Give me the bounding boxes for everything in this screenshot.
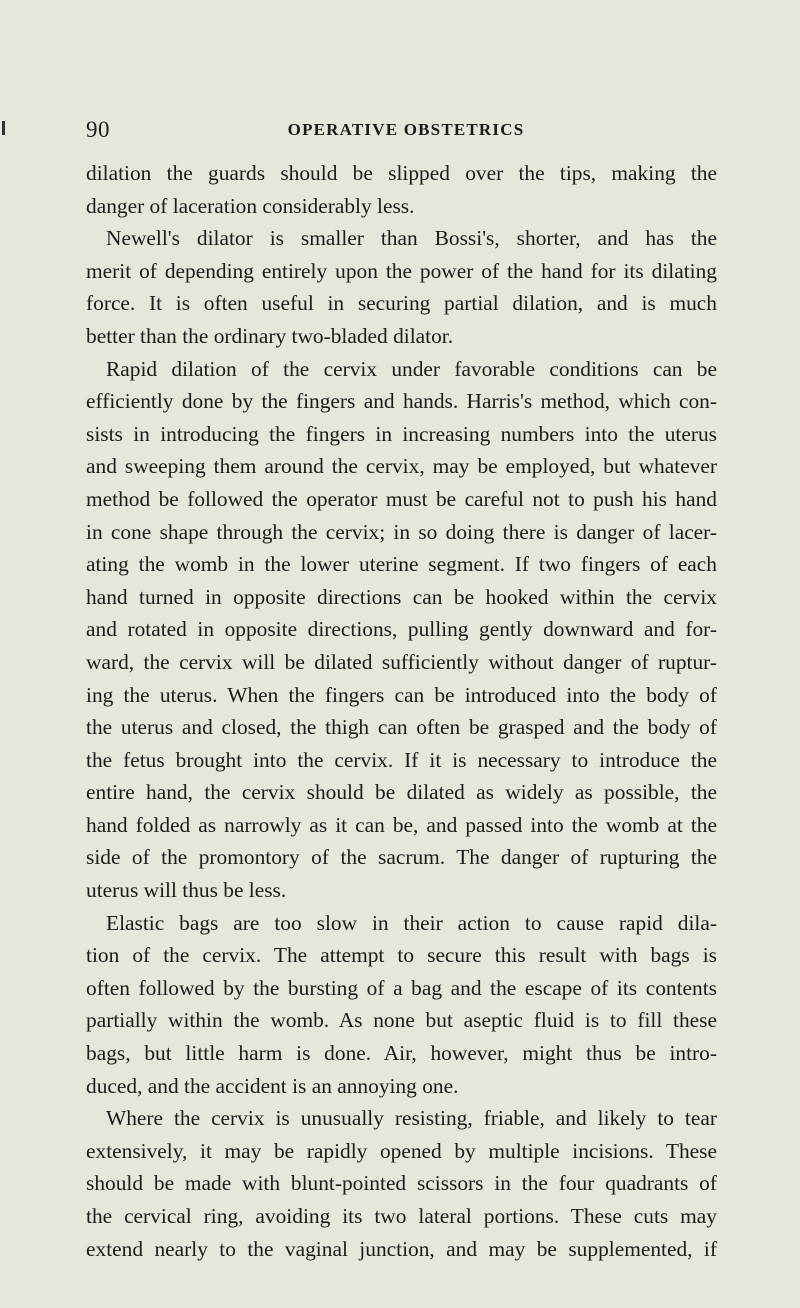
text-line: tion of the cervix. The attempt to secure this result with bags is bbox=[86, 943, 717, 968]
text-line: the uterus and closed, the thigh can often be grasped and the body of bbox=[86, 715, 717, 740]
text-line: extend nearly to the vaginal junction, and may be supplemented, if bbox=[86, 1236, 717, 1261]
text-line: in cone shape through the cervix; in so doing there is danger of lacer- bbox=[86, 519, 717, 544]
text-line: Rapid dilation of the cervix under favorable conditions can be bbox=[106, 356, 717, 381]
text-line: uterus will thus be less. bbox=[86, 878, 287, 903]
text-line: partially within the womb. As none but aseptic fluid is to fill these bbox=[86, 1008, 717, 1033]
text-line: bags, but little harm is done. Air, however, might thus be intro- bbox=[86, 1041, 717, 1066]
text-line: dilation the guards should be slipped over the tips, making the bbox=[86, 161, 717, 185]
text-line: side of the promontory of the sacrum. The danger of rupturing the bbox=[86, 845, 717, 870]
text-line: sists in introducing the fingers in increasing numbers into the uterus bbox=[86, 421, 717, 446]
page-edge-mark bbox=[2, 121, 5, 135]
text-line: hand folded as narrowly as it can be, and passed into the womb at the bbox=[86, 812, 717, 837]
running-head: OPERATIVE OBSTETRICS bbox=[287, 120, 525, 139]
text-line: extensively, it may be rapidly opened by multiple incisions. These bbox=[86, 1138, 717, 1163]
text-line: and rotated in opposite directions, pulling gently downward and for- bbox=[86, 617, 717, 642]
text-line: the fetus brought into the cervix. If it is necessary to introduce the bbox=[86, 747, 717, 772]
text-line: the cervical ring, avoiding its two lateral portions. These cuts may bbox=[86, 1204, 717, 1228]
text-line: duced, and the accident is an annoying one. bbox=[86, 1073, 459, 1098]
text-line: often followed by the bursting of a bag and the escape of its contents bbox=[86, 975, 717, 1000]
text-line: entire hand, the cervix should be dilated as widely as possible, the bbox=[86, 780, 717, 805]
text-line: Elastic bags are too slow in their action to cause rapid dila- bbox=[106, 910, 717, 935]
text-line: danger of laceration considerably less. bbox=[86, 193, 415, 218]
text-line: and sweeping them around the cervix, may be employed, but whatever bbox=[86, 454, 717, 479]
text-line: merit of depending entirely upon the power of the hand for its dilating bbox=[86, 258, 717, 283]
text-line: efficiently done by the fingers and hands. Harris's method, which con- bbox=[86, 389, 717, 414]
text-line: method be followed the operator must be careful not to push his hand bbox=[86, 486, 717, 511]
page-header bbox=[86, 117, 726, 143]
text-line: better than the ordinary two-bladed dilator. bbox=[86, 323, 454, 348]
page-number: 90 bbox=[86, 117, 110, 142]
text-line: force. It is often useful in securing partial dilation, and is much bbox=[86, 291, 717, 316]
text-line: should be made with blunt-pointed scissors in the four quadrants of bbox=[86, 1171, 717, 1196]
text-line: hand turned in opposite directions can be hooked within the cervix bbox=[86, 584, 717, 609]
text-line: ing the uterus. When the fingers can be introduced into the body of bbox=[86, 682, 717, 707]
body-text bbox=[86, 157, 717, 1265]
text-line: Newell's dilator is smaller than Bossi's, shorter, and has the bbox=[106, 226, 717, 251]
text-line: Where the cervix is unusually resisting, friable, and likely to tear bbox=[106, 1106, 717, 1131]
text-line: ward, the cervix will be dilated sufficiently without danger of ruptur- bbox=[86, 649, 717, 674]
text-line: ating the womb in the lower uterine segment. If two fingers of each bbox=[86, 552, 717, 577]
